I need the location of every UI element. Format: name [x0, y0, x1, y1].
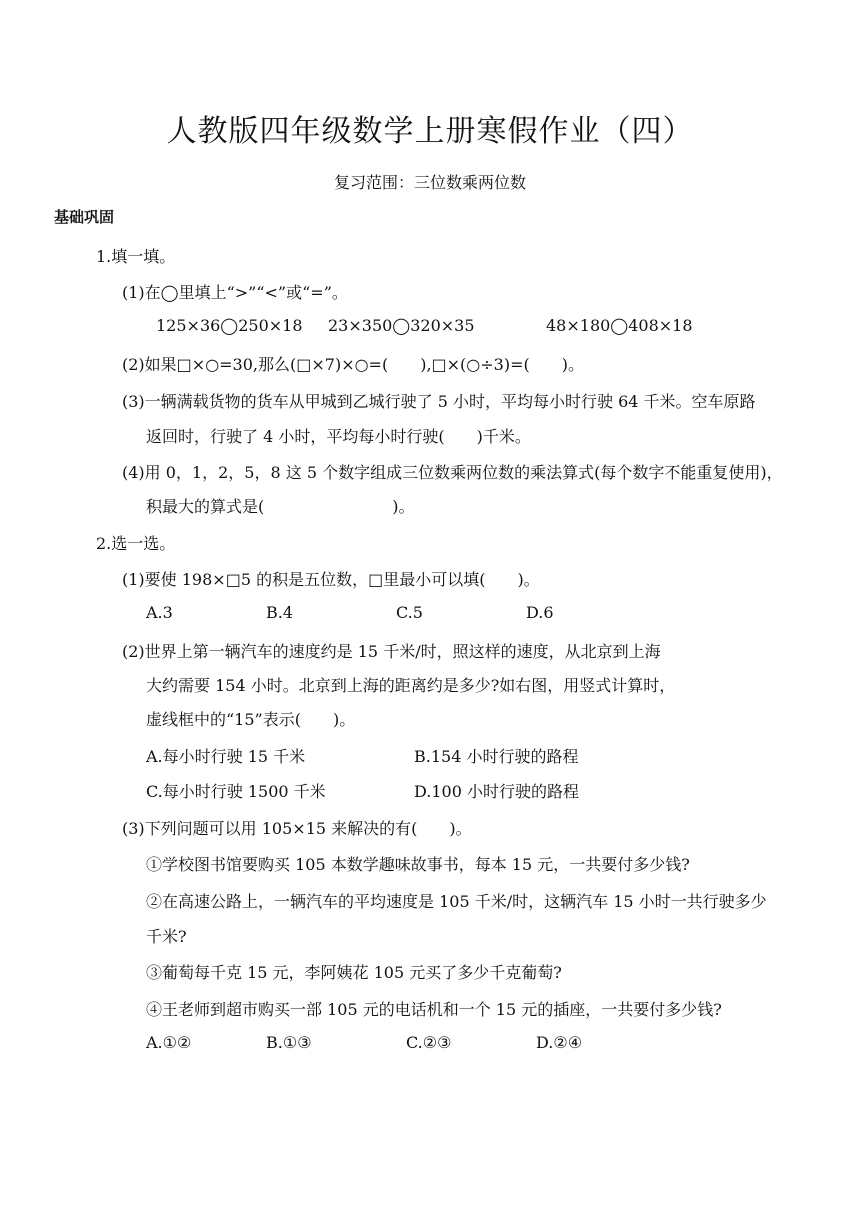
q1-p4-line-2: 积最大的算式是( )。	[146, 497, 415, 516]
subtitle: 复习范围：三位数乘两位数	[333, 173, 526, 192]
q2-p2-line-2: 大约需要 154 小时。北京到上海的距离约是多少?如右图，用竖式计算时，	[146, 676, 676, 695]
q2-p2-option-a: A.每小时行驶 15 千米	[146, 747, 306, 766]
q1-p1-item-1: 125×36◯250×18	[156, 316, 303, 335]
section-heading: 基础巩固	[54, 208, 115, 226]
q2-p3-option-d: D.②④	[536, 1033, 583, 1052]
q2-p3-item-1: ①学校图书馆要购买 105 本数学趣味故事书，每本 15 元，一共要付多少钱?	[146, 855, 690, 874]
q1-p1-item-3: 48×180◯408×18	[546, 316, 693, 335]
q1-heading: 1.填一填。	[96, 247, 176, 266]
q2-p1-option-b: B.4	[266, 603, 294, 622]
q1-p4-line-1: (4)用 0，1，2，5，8 这 5 个数字组成三位数乘两位数的乘法算式(每个数字不能重复使用)，	[122, 463, 783, 482]
q2-p3-option-a: A.①②	[146, 1033, 192, 1052]
q2-p2-line-3: 虚线框中的“15”表示( )。	[146, 710, 356, 729]
q2-p3-option-b: B.①③	[266, 1033, 312, 1052]
q1-p3-line-2: 返回时，行驶了 4 小时，平均每小时行驶( )千米。	[146, 427, 531, 446]
q1-p2-text: (2)如果□×○=30,那么(□×7)×○=( ),□×(○÷3)=( )。	[122, 355, 584, 374]
q2-p3-item-2-cont: 千米?	[146, 927, 187, 946]
q2-p2-option-d: D.100 小时行驶的路程	[414, 782, 579, 801]
q2-p3-option-c: C.②③	[406, 1033, 452, 1052]
q2-p3-item-2: ②在高速公路上，一辆汽车的平均速度是 105 千米/时，这辆汽车 15 小时一共行驶多少	[146, 892, 767, 911]
page-title: 人教版四年级数学上册寒假作业（四）	[166, 114, 694, 149]
q1-p1-text: (1)在◯里填上“>”“<”或“=”。	[122, 283, 348, 302]
q2-p1-option-c: C.5	[396, 603, 423, 622]
q2-p2-option-b: B.154 小时行驶的路程	[414, 747, 579, 766]
q1-p3-line-1: (3)一辆满载货物的货车从甲城到乙城行驶了 5 小时，平均每小时行驶 64 千米。空车原路	[122, 392, 756, 411]
q2-p1-option-d: D.6	[526, 603, 554, 622]
q2-heading: 2.选一选。	[96, 534, 176, 553]
q2-p2-option-c: C.每小时行驶 1500 千米	[146, 782, 326, 801]
q2-p1-text: (1)要使 198×□5 的积是五位数，□里最小可以填( )。	[122, 570, 540, 589]
q2-p1-option-a: A.3	[146, 603, 173, 622]
q2-p2-line-1: (2)世界上第一辆汽车的速度约是 15 千米/时，照这样的速度，从北京到上海	[122, 642, 661, 661]
q2-p3-item-4: ④王老师到超市购买一部 105 元的电话机和一个 15 元的插座，一共要付多少钱?	[146, 1000, 722, 1019]
q1-p1-item-2: 23×350◯320×35	[328, 316, 475, 335]
q2-p3-text: (3)下列问题可以用 105×15 来解决的有( )。	[122, 819, 472, 838]
q2-p3-item-3: ③葡萄每千克 15 元，李阿姨花 105 元买了多少千克葡萄?	[146, 963, 562, 982]
